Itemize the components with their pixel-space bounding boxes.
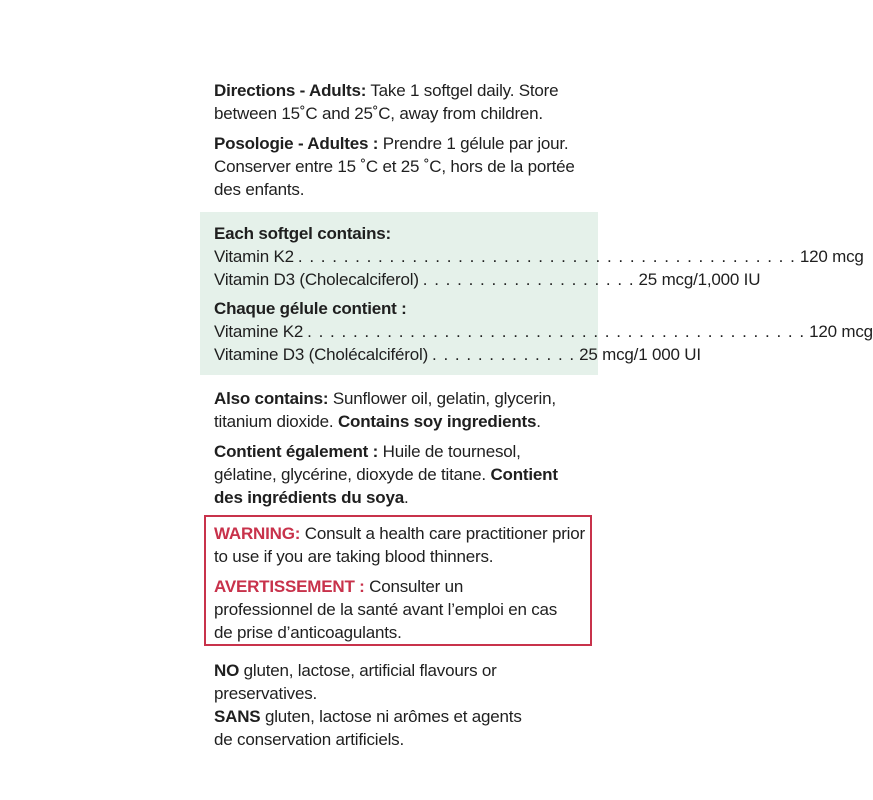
also-fr-heading: Contient également :	[214, 442, 379, 461]
directions-en-heading: Directions - Adults:	[214, 81, 367, 100]
warning-heading: WARNING:	[214, 524, 301, 543]
warning-heading-fr: AVERTISSEMENT :	[214, 577, 365, 596]
ingredient-name: Vitamine D3 (Cholécalciférol)	[214, 345, 429, 364]
ingredient-name: Vitamin D3 (Cholecalciferol)	[214, 270, 419, 289]
ingredient-row	[214, 268, 761, 291]
contents-en-heading: Each softgel contains:	[214, 224, 391, 243]
allergen-notice: Contains soy ingredients	[337, 412, 537, 431]
ingredient-amount: 120 mcg	[809, 322, 873, 341]
ingredient-amount: 120 mcg	[799, 247, 864, 266]
free-from-fr: SANS gluten, lactose ni arômes et agents de conservation artificiels.	[214, 707, 522, 749]
directions-section	[214, 79, 586, 201]
warning-fr: AVERTISSEMENT : Consulter un professionnel de la santé avant l’emploi en cas de prise d’anticoagulants.	[214, 577, 558, 642]
allergen-notice-fr: Contient des ingrédients du soya	[214, 465, 558, 507]
directions-en-text: Take 1 softgel daily. Store between 15˚C and 25˚C, away from children.	[214, 81, 559, 123]
directions-fr	[214, 132, 584, 201]
ingredient-row	[214, 320, 873, 343]
contents-section	[214, 222, 873, 366]
directions-fr-text: Prendre 1 gélule par jour. Conserver entre 15 ˚C et 25 ˚C, hors de la portée des enfants.	[214, 134, 575, 199]
ingredient-row	[214, 343, 701, 366]
free-from-en: NO gluten, lactose, artificial flavours or preservatives.	[214, 661, 497, 703]
also-contains-fr: Contient également : Huile de tournesol, gélatine, glycérine, dioxyde de titane. Contient des ingrédients du soya.	[214, 442, 558, 507]
also-contains-section	[214, 387, 574, 509]
also-en-heading: Also contains:	[214, 389, 329, 408]
leader-dots: . . . . . . . . . . . . . . . . . . . . . . . . . . . . . . . . . . . . . . . . . . . .	[297, 247, 796, 266]
ingredient-row	[214, 245, 864, 268]
ingredient-amount: 25 mcg/1,000 IU	[638, 270, 761, 289]
leader-dots: . . . . . . . . . . . . . . . . . . . . . . . . . . . . . . . . . . . . . . . . . . . .	[307, 322, 806, 341]
leader-dots: . . . . . . . . . . . . . . . . . . .	[422, 270, 635, 289]
warning-section	[214, 522, 586, 644]
ingredient-amount: 25 mcg/1 000 UI	[579, 345, 701, 364]
ingredient-name: Vitamin K2	[214, 247, 294, 266]
free-from-section	[214, 659, 586, 751]
ingredient-name: Vitamine K2	[214, 322, 304, 341]
directions-en	[214, 79, 569, 125]
directions-fr-heading: Posologie - Adultes :	[214, 134, 379, 153]
also-contains-en: Also contains: Sunflower oil, gelatin, glycerin, titanium dioxide. Contains soy ingredients.	[214, 389, 556, 431]
warning-en: WARNING: Consult a health care practitioner prior to use if you are taking blood thinners.	[214, 524, 585, 566]
contents-fr-heading: Chaque gélule contient :	[214, 299, 407, 318]
leader-dots: . . . . . . . . . . . . .	[432, 345, 576, 364]
